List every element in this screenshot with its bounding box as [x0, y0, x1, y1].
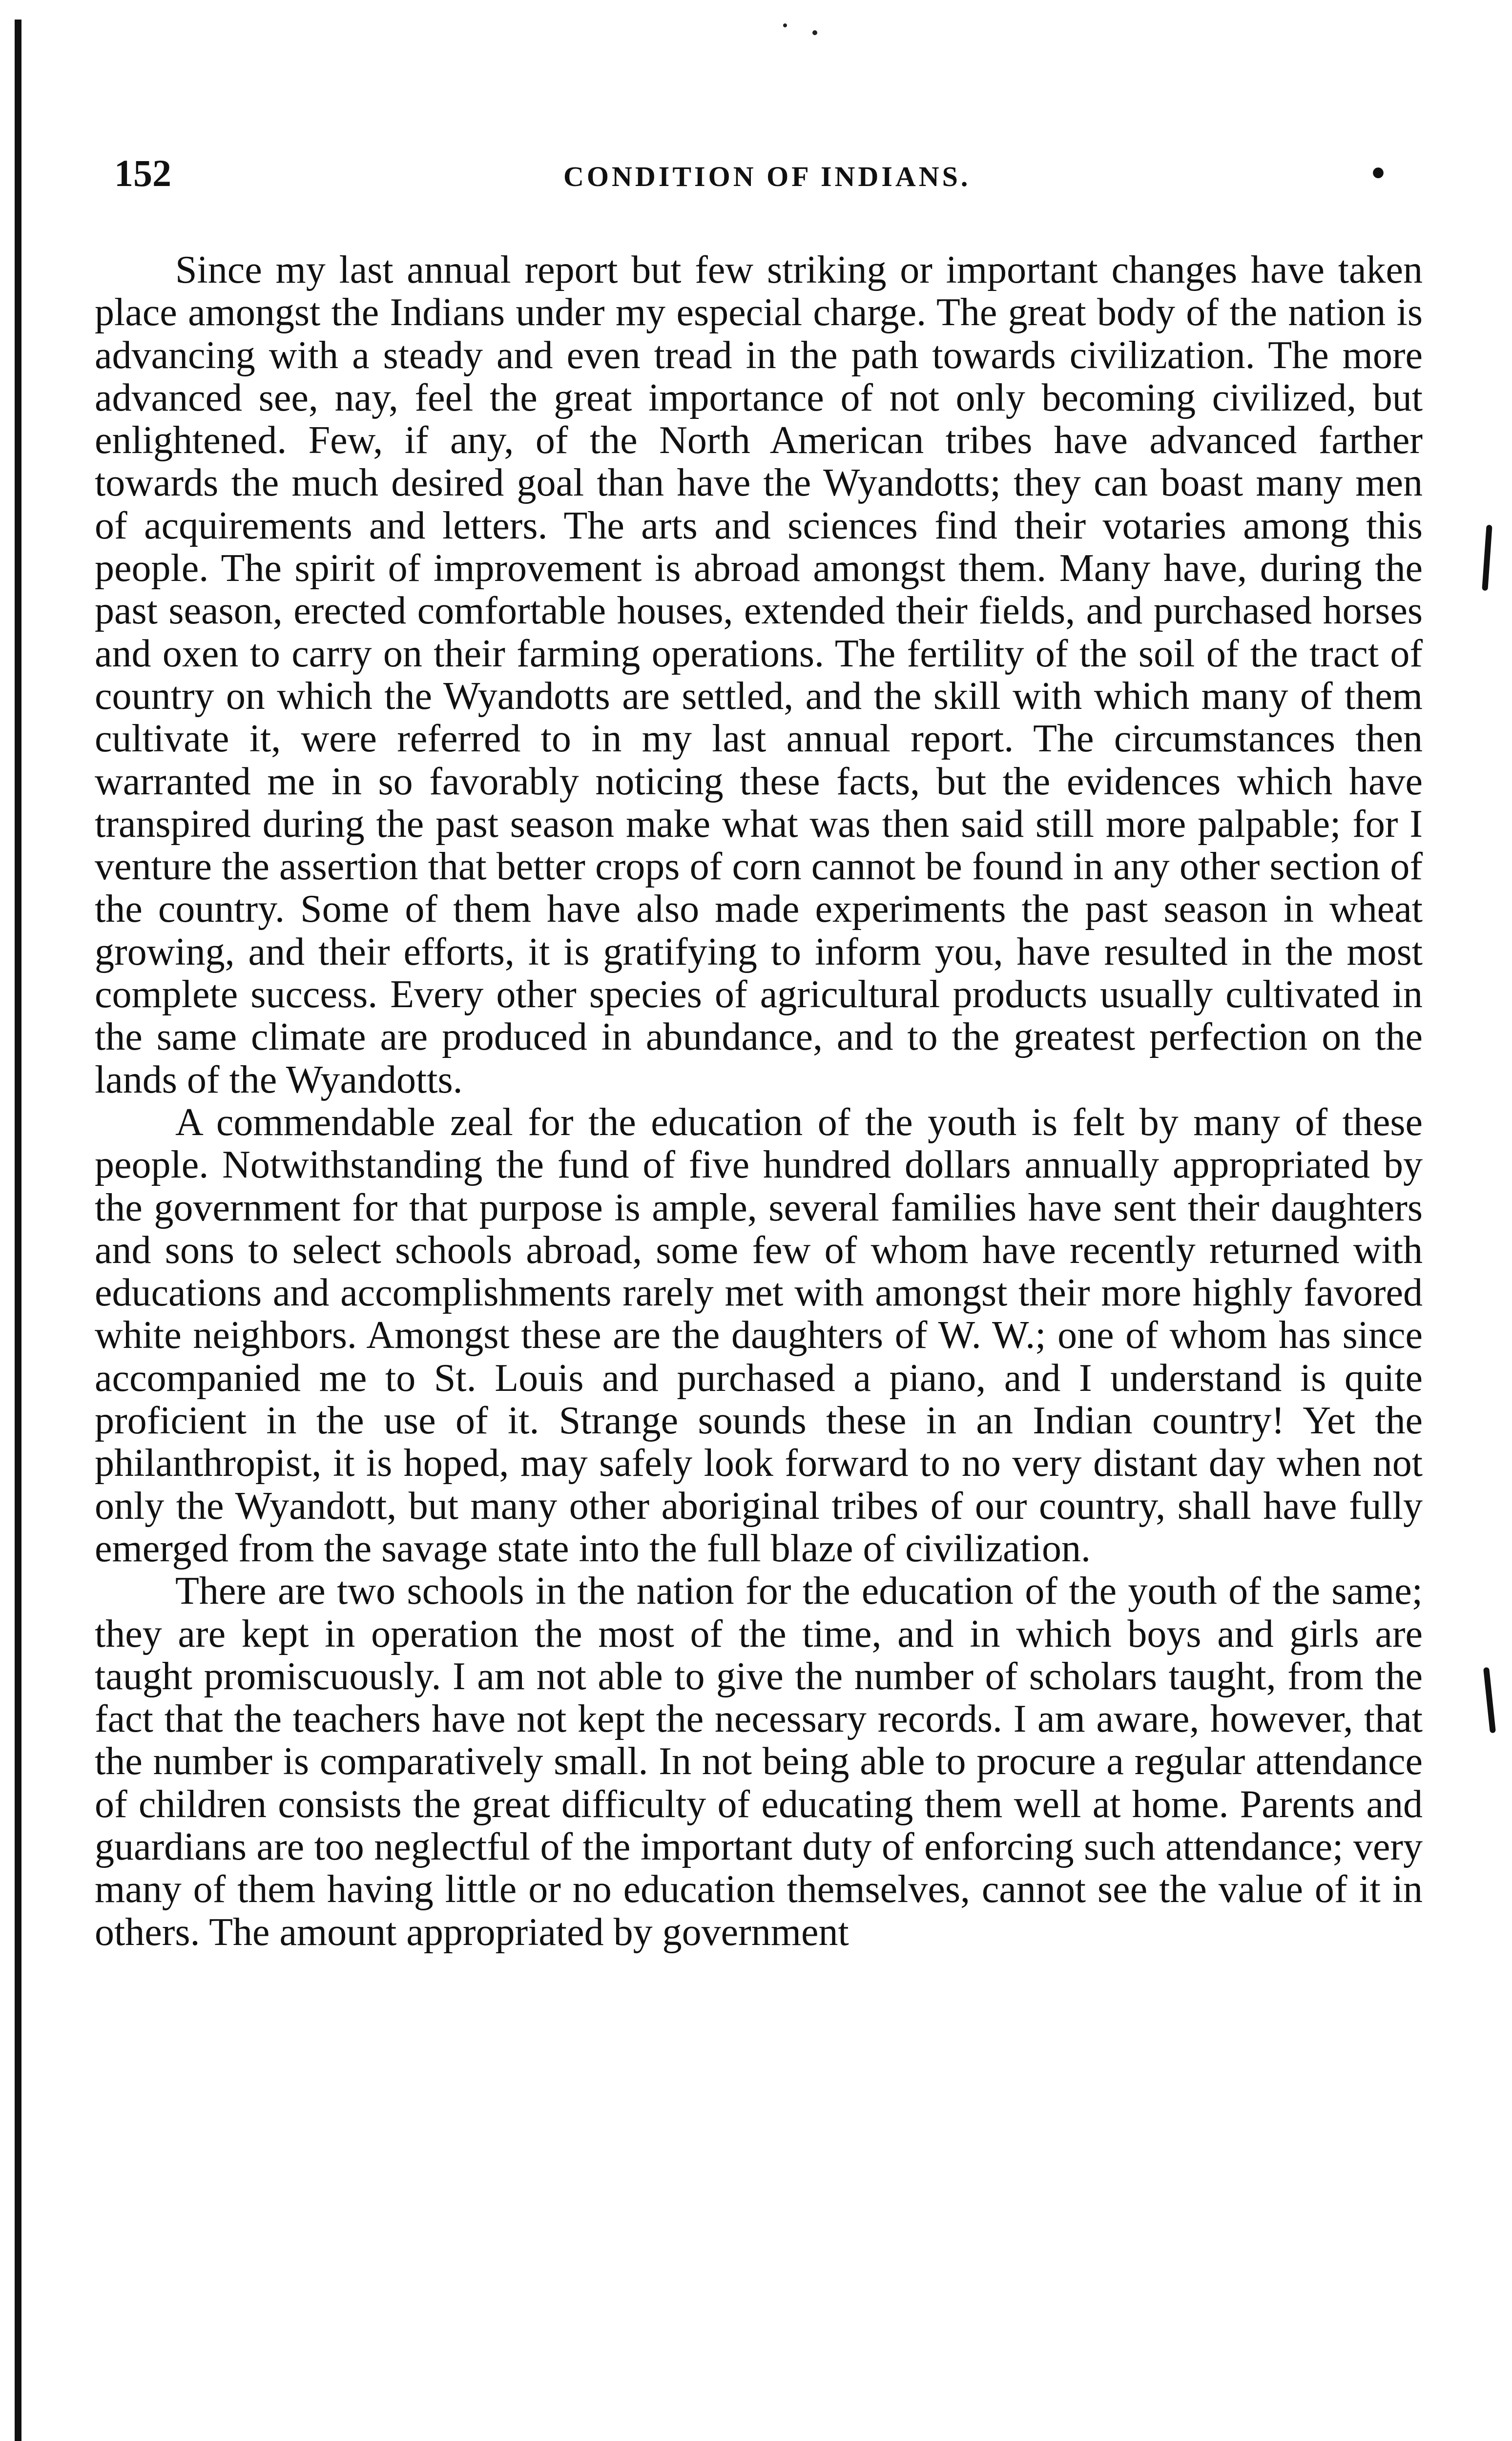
running-head: CONDITION OF INDIANS.	[563, 161, 971, 192]
paragraph-2: A commendable zeal for the education of the youth is felt by many of these people. Notwithstanding the fund of five hundred dollars annually appropriated by the government for that purpose is ample, several families have sent their daughters and sons to select schools abroad, some few of whom have recently returned with educations and accomplishments rarely met with amongst their more highly favored white neighbors. Amongst these are the daughters of W. W.; one of whom has since accompanied me to St. Louis and purchased a piano, and I understand is quite proficient in the use of it. Strange sounds these in an Indian country! Yet the philanthropist, it is hoped, may safely look forward to no very distant day when not only the Wyandott, but many other aboriginal tribes of our country, shall have fully emerged from the savage state into the full blaze of civilization.	[95, 1100, 1423, 1570]
book-page	[15, 20, 1512, 2441]
header-ornament: •	[1371, 152, 1386, 195]
ink-speck	[812, 30, 817, 35]
page-body	[95, 249, 1423, 1954]
paragraph-3: There are two schools in the nation for the education of the youth of the same; they are kept in operation the most of the time, and in which boys and girls are taught promiscuously. I am not able to give the number of scholars taught, from the fact that the teachers have not kept the necessary records. I am aware, however, that the number is comparatively small. In not being able to procure a regular attendance of children consists the great difficulty of educating them well at home. Parents and guardians are too neglectful of the important duty of enforcing such attendance; very many of them having little or no education themselves, cannot see the value of it in others. The amount appropriated by government	[95, 1570, 1423, 1954]
page-number: 152	[114, 152, 171, 194]
paragraph-1: Since my last annual report but few striking or important changes have taken place amongst the Indians under my especial charge. The great body of the nation is advancing with a steady and even tread in the path towards civilization. The more advanced see, nay, feel the great importance of not only becoming civilized, but enlightened. Few, if any, of the North American tribes have advanced farther towards the much desired goal than have the Wyandotts; they can boast many men of acquirements and letters. The arts and sciences find their votaries among this people. The spirit of improvement is abroad amongst them. Many have, during the past season, erected comfortable houses, extended their fields, and purchased horses and oxen to carry on their farming operations. The fertility of the soil of the tract of country on which the Wyandotts are settled, and the skill with which many of them cultivate it, were referred to in my last annual report. The circumstances then warranted me in so favorably noticing these facts, but the evidences which have transpired during the past season make what was then said still more palpable; for I venture the assertion that better crops of corn cannot be found in any other section of the country. Some of them have also made experiments the past season in wheat growing, and their efforts, it is gratifying to inform you, have resulted in the most complete success. Every other species of agricultural products usually cultivated in the same climate are produced in abundance, and to the greatest perfection on the lands of the Wyandotts.	[95, 248, 1423, 1101]
ink-speck	[783, 23, 787, 27]
page-header	[114, 151, 1423, 210]
